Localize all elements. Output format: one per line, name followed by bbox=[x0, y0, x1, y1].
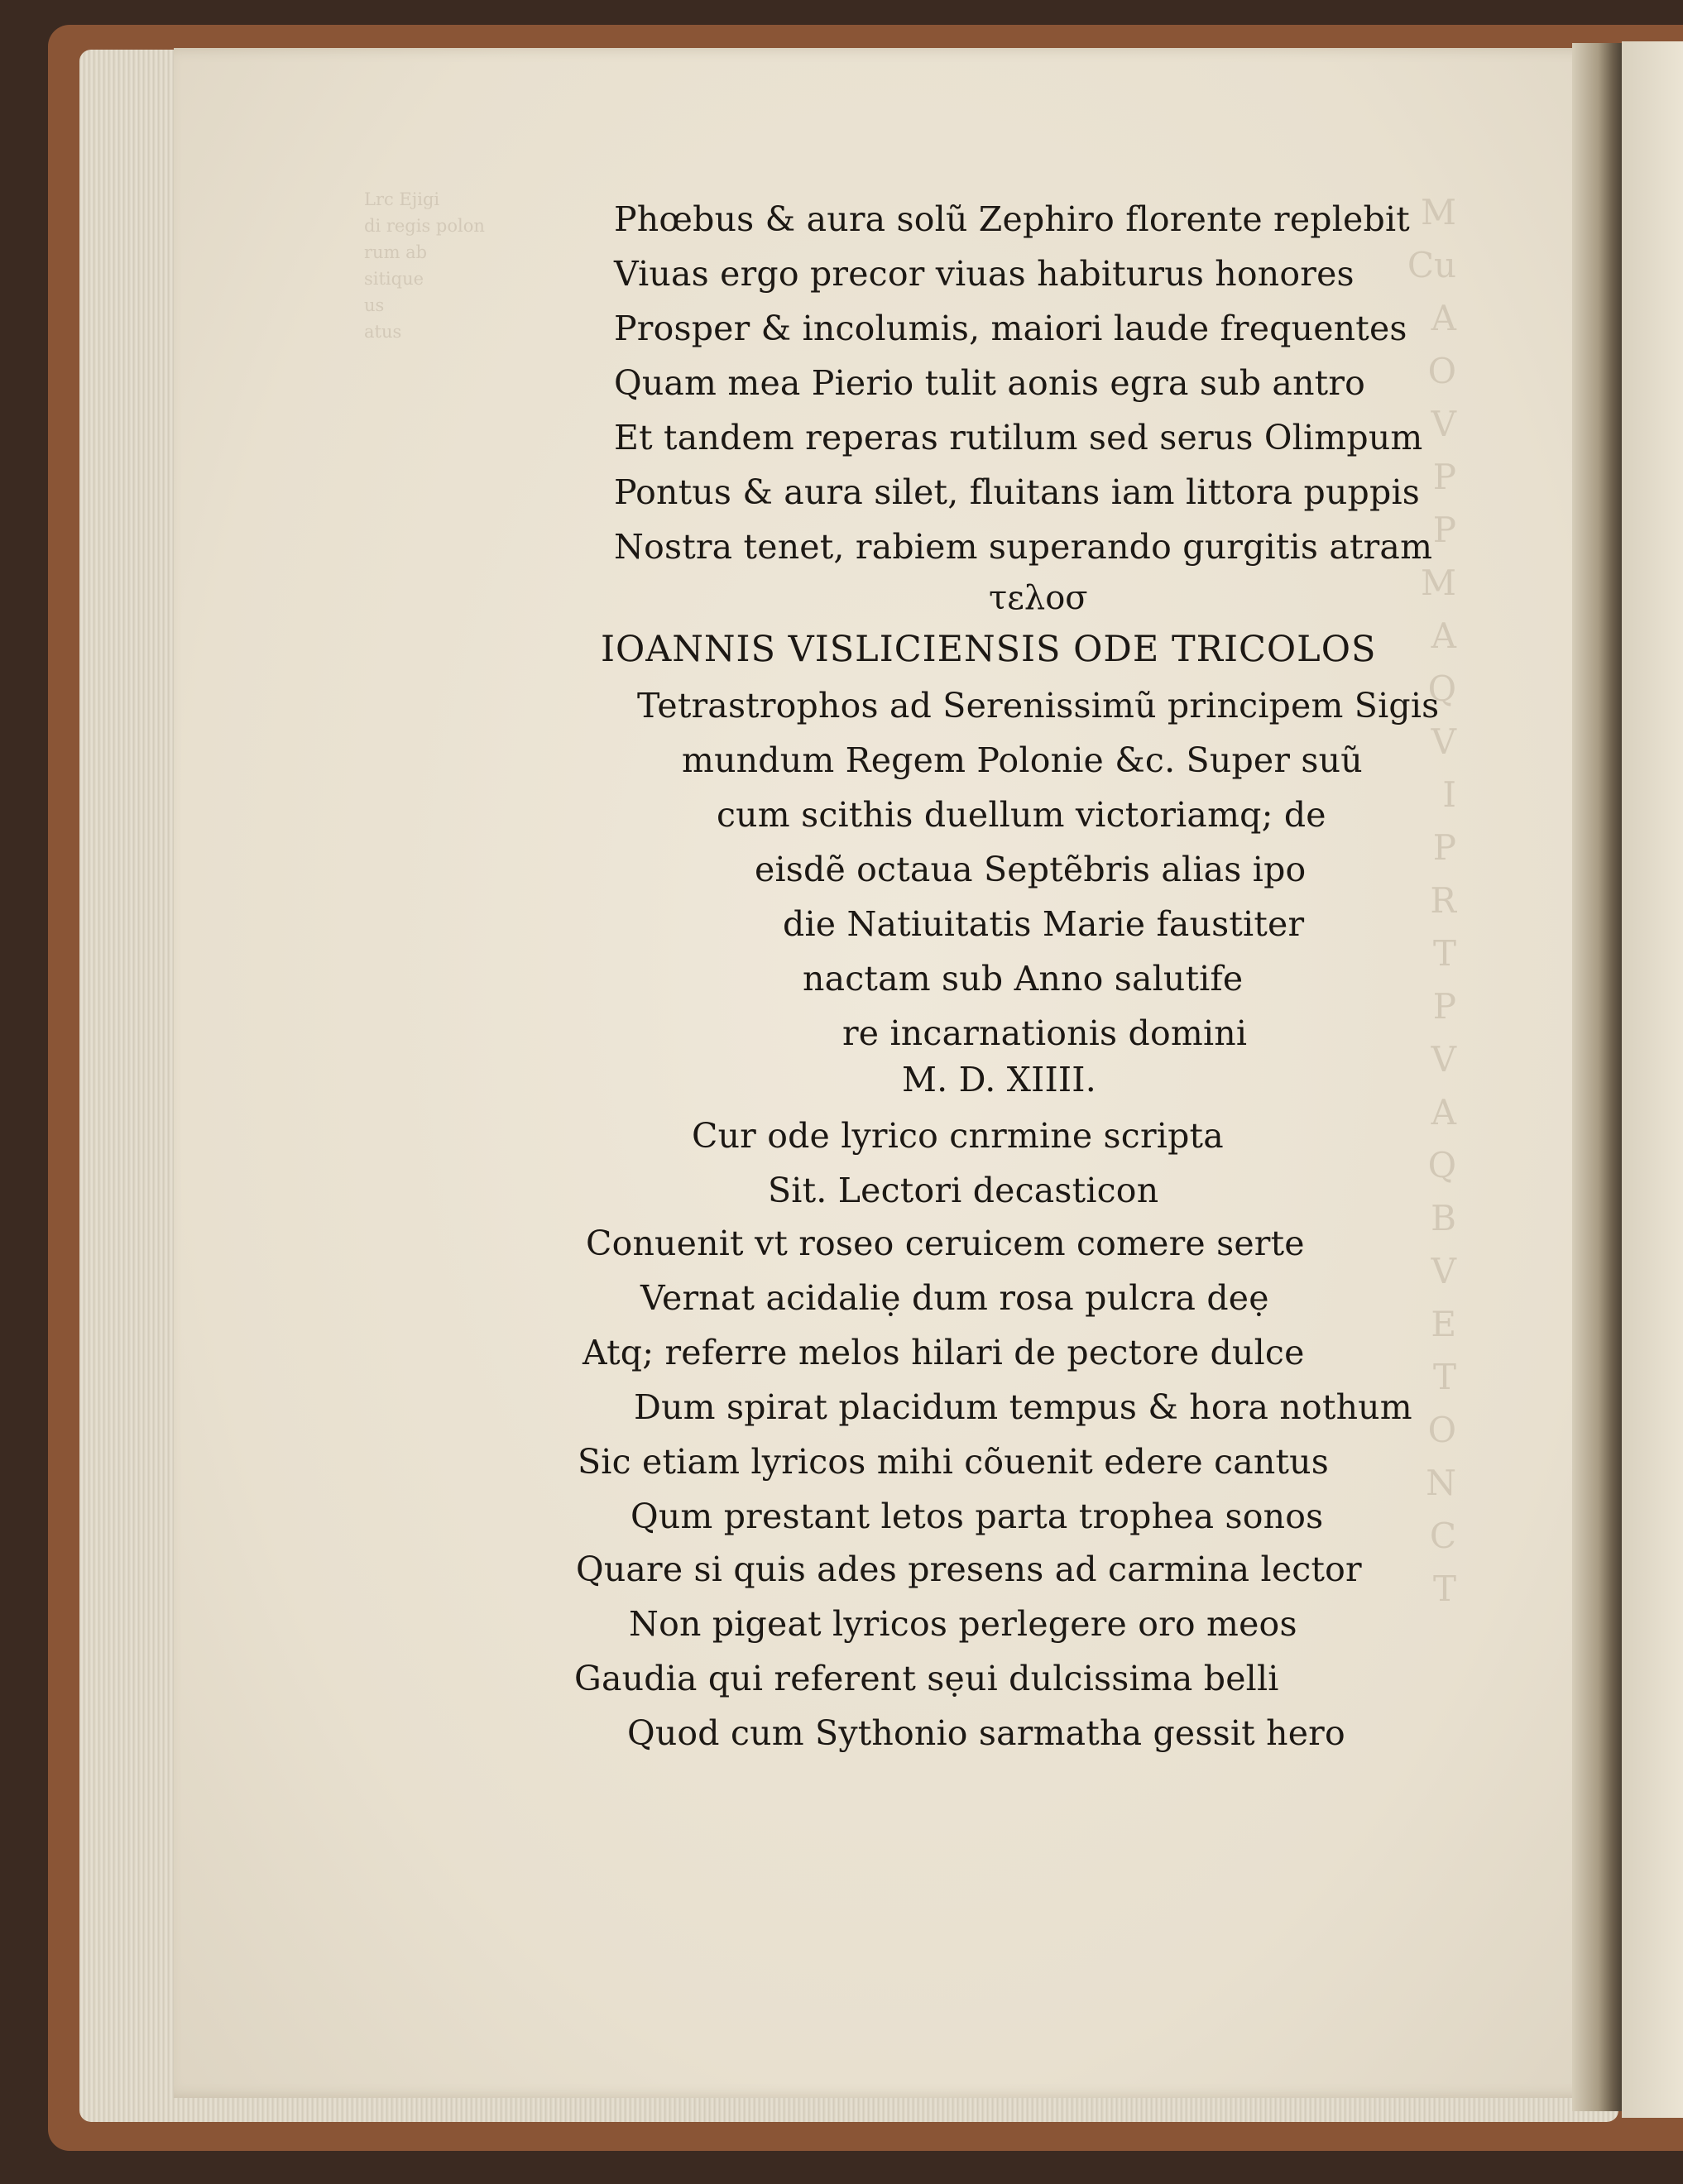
poem-line: Gaudia qui referent sẹui dulcissima belli bbox=[574, 1659, 1279, 1698]
faded-margin-note: Lrc Ejigi di regis polon rum ab sitique us atus bbox=[364, 189, 485, 342]
poem-line: Quod cum Sythonio sarmatha gessit hero bbox=[627, 1713, 1345, 1753]
poem-line: Viuas ergo precor viuas habiturus honores bbox=[614, 254, 1355, 294]
ode-heading: IOANNIS VISLICIENSIS ODE TRICOLOS bbox=[601, 629, 1377, 670]
heading-line: nactam sub Anno salutife bbox=[803, 959, 1244, 999]
poem-line: Pontus & aura silet, fluitans iam littora puppis bbox=[614, 472, 1421, 512]
heading-line: mundum Regem Polonie &c. Super suũ bbox=[682, 740, 1363, 780]
heading-line: die Natiuitatis Marie faustiter bbox=[783, 904, 1305, 944]
heading-line: re incarnationis domini bbox=[842, 1013, 1248, 1053]
decasticon-title: Sit. Lectori decasticon bbox=[768, 1171, 1159, 1210]
poem-line: Prosper & incolumis, maiori laude frequentes bbox=[614, 309, 1407, 348]
poem-line: Et tandem reperas rutilum sed serus Olimpum bbox=[614, 418, 1423, 457]
poem-line: Quare si quis ades presens ad carmina lector bbox=[576, 1549, 1362, 1589]
poem-line: Vernat acidaliẹ dum rosa pulcra deẹ bbox=[640, 1278, 1269, 1318]
poem-line: Sic etiam lyricos mihi cõuenit edere cantus bbox=[578, 1442, 1329, 1482]
bleed-through-letters: M Cu A O V P P M A Q V I P R T P V A Q B V E T O N C T bbox=[1407, 192, 1456, 1609]
decasticon-title: Cur ode lyrico cnrmine scripta bbox=[692, 1116, 1224, 1156]
poem-line: Qum prestant letos parta trophea sonos bbox=[631, 1497, 1324, 1536]
heading-date: M. D. XIIII. bbox=[902, 1060, 1096, 1099]
heading-line: cum scithis duellum victoriamq; de bbox=[717, 795, 1326, 835]
poem-line: Conuenit vt roseo ceruicem comere serte bbox=[586, 1224, 1305, 1263]
next-page-edge bbox=[1622, 41, 1683, 2118]
heading-line: eisdẽ octaua Septẽbris alias ipo bbox=[755, 850, 1307, 889]
poem-line: Non pigeat lyricos perlegere oro meos bbox=[629, 1604, 1297, 1644]
telos-ornament: τελοσ bbox=[989, 579, 1088, 617]
poem-line: Phœbus & aura solũ Zephiro florente replebit bbox=[614, 199, 1410, 239]
poem-line: Nostra tenet, rabiem superando gurgitis atram bbox=[614, 527, 1433, 567]
poem-line: Quam mea Pierio tulit aonis egra sub antro bbox=[614, 363, 1366, 403]
heading-line: Tetrastrophos ad Serenissimũ principem Sigis bbox=[637, 686, 1440, 726]
poem-line: Dum spirat placidum tempus & hora nothum bbox=[634, 1387, 1412, 1427]
poem-line: Atq; referre melos hilari de pectore dulce bbox=[583, 1333, 1305, 1372]
